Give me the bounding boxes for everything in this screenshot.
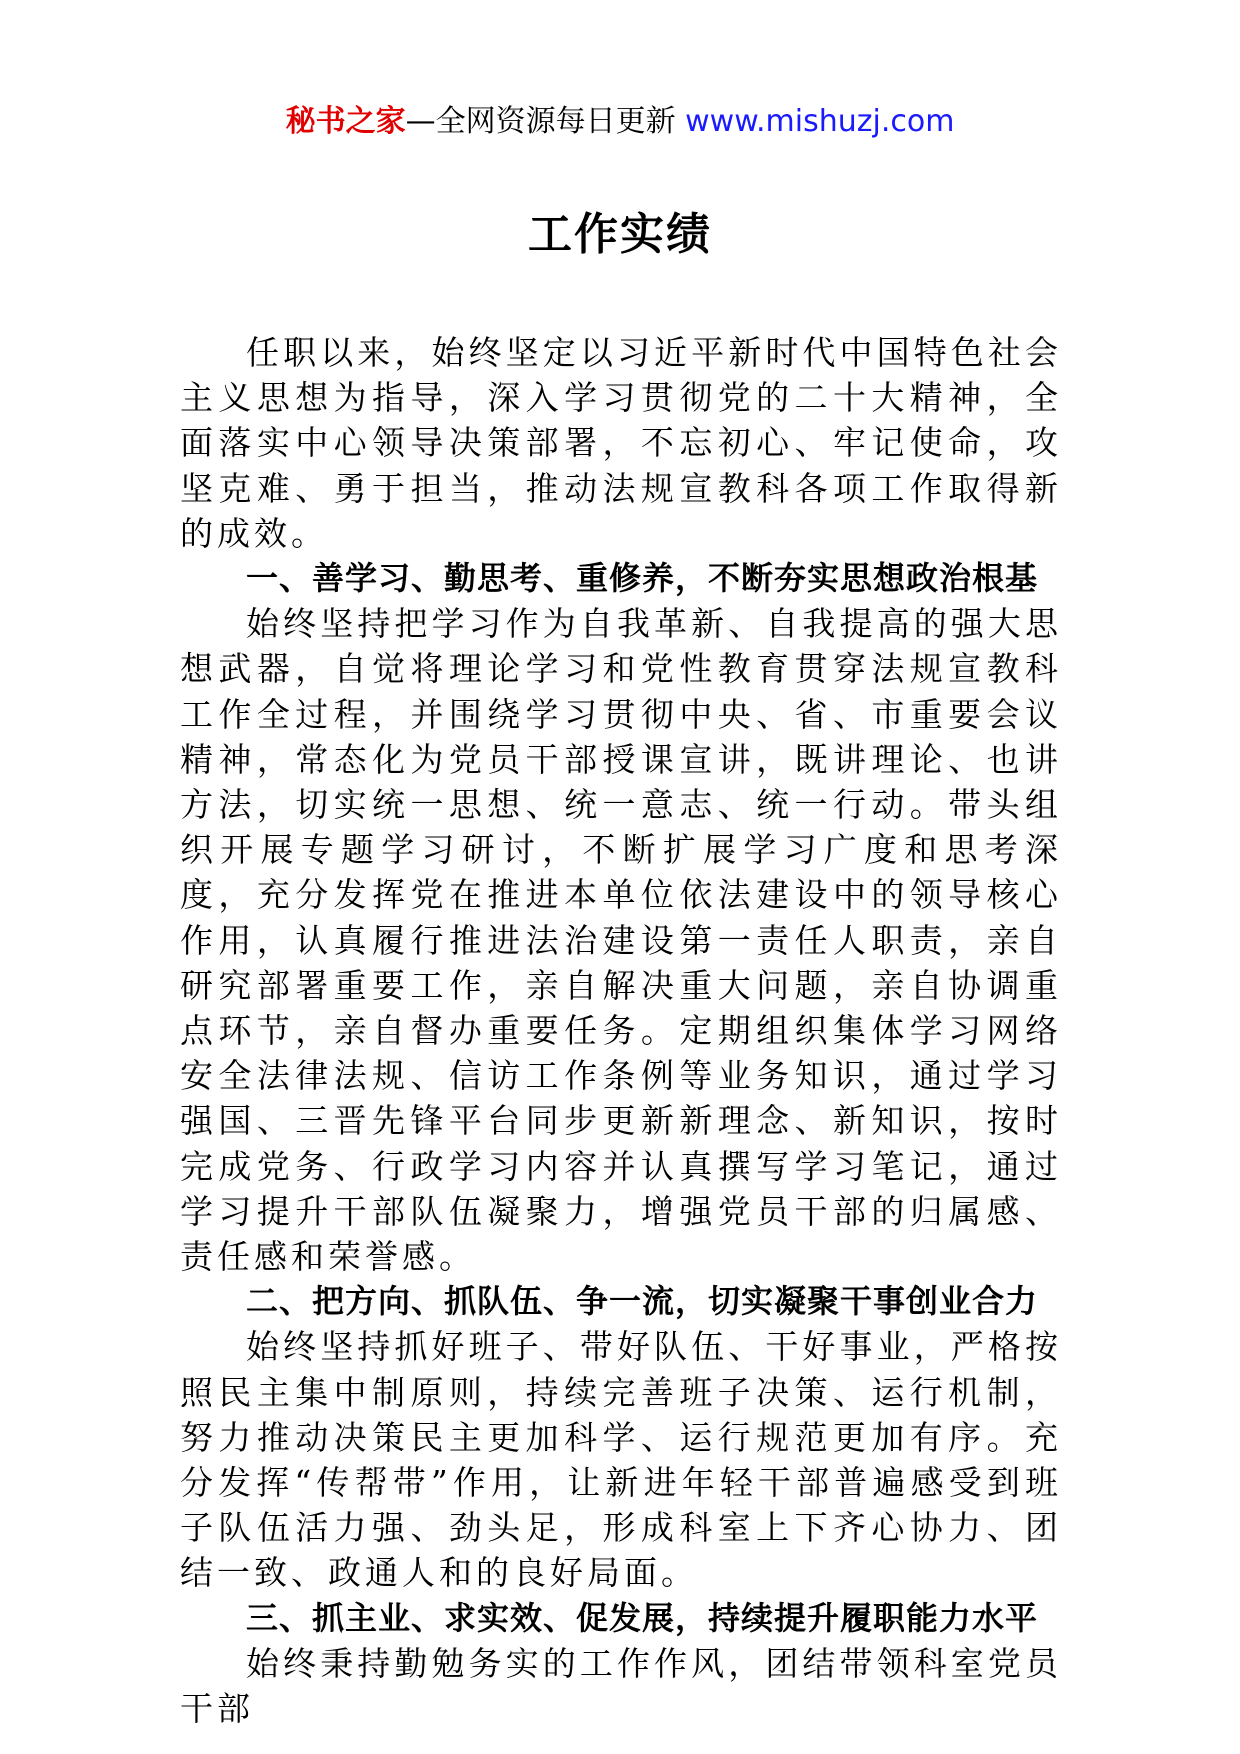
site-url-link[interactable]: www.mishuzj.com [685, 104, 955, 139]
section-3-heading: 三、抓主业、求实效、促发展，持续提升履职能力水平 [246, 1598, 1039, 1637]
section-1-paragraph: 始终坚持把学习作为自我革新、自我提高的强大思想武器，自觉将理论学习和党性教育贯穿法规宣教科工作全过程，并围绕学习贯彻中央、省、市重要会议精神，常态化为党员干部授课宣讲，既讲理论、也讲方法，切实统一思想、统一意志、统一行动。带头组织开展专题学习研讨，不断扩展学习广度和思考深度，充分发挥党在推进本单位依法建设中的领导核心作用，认真履行推进法治建设第一责任人职责，亲自研究部署重要工作，亲自解决重大问题，亲自协调重点环节，亲自督办重要任务。定期组织集体学习网络安全法律法规、信访工作条例等业务知识，通过学习强国、三晋先锋平台同步更新新理念、新知识，按时完成党务、行政学习内容并认真撰写学习笔记，通过学习提升干部队伍凝聚力，增强党员干部的归属感、责任感和荣誉感。 [180, 604, 1062, 1277]
site-header [0, 100, 1240, 144]
document-title: 工作实绩 [528, 209, 712, 260]
section-2-paragraph: 始终坚持抓好班子、带好队伍、干好事业，严格按照民主集中制原则，持续完善班子决策、运行机制，努力推动决策民主更加科学、运行规范更加有序。充分发挥“传帮带”作用，让新进年轻干部普遍感受到班子队伍活力强、劲头足，形成科室上下齐心协力、团结一致、政通人和的良好局面。 [180, 1327, 1062, 1593]
section-3-paragraph: 始终秉持勤勉务实的工作作风，团结带领科室党员干部 [180, 1643, 1062, 1729]
brand-name: 秘书之家 [285, 104, 406, 139]
document-body [180, 330, 1062, 1731]
section-1-heading: 一、善学习、勤思考、重修养，不断夯实思想政治根基 [246, 559, 1039, 598]
intro-paragraph: 任职以来，始终坚定以习近平新时代中国特色社会主义思想为指导，深入学习贯彻党的二十大精神，全面落实中心领导决策部署，不忘初心、牢记使命，攻坚克难、勇于担当，推动法规宣教科各项工作取得新的成效。 [180, 333, 1062, 553]
header-slogan: —全网资源每日更新 [405, 104, 686, 139]
section-2-heading: 二、把方向、抓队伍、争一流，切实凝聚干事创业合力 [246, 1282, 1039, 1321]
